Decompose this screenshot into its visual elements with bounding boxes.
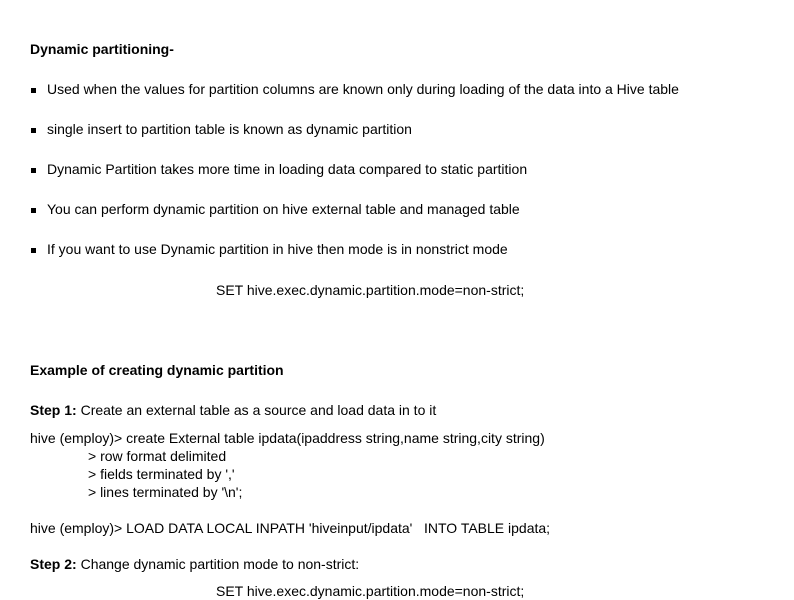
bullet-marker: [31, 168, 36, 173]
bullet-item: single insert to partition table is known as dynamic partition: [47, 121, 412, 137]
bullet-item: If you want to use Dynamic partition in hive then mode is in nonstrict mode: [47, 241, 508, 257]
step-2-text: Change dynamic partition mode to non-strict:: [76, 556, 360, 572]
step-2: [30, 555, 359, 573]
step-1-text: Create an external table as a source and load data in to it: [76, 402, 437, 418]
step-1-label: Step 1:: [30, 402, 77, 418]
bullet-marker: [31, 88, 36, 93]
set-command-2: SET hive.exec.dynamic.partition.mode=non-strict;: [216, 583, 525, 599]
bullet-item: You can perform dynamic partition on hive external table and managed table: [47, 201, 520, 217]
step-1: [30, 401, 436, 419]
step-2-label: Step 2:: [30, 556, 77, 572]
code-line: hive (employ)> create External table ipdata(ipaddress string,name string,city string): [30, 430, 545, 446]
bullet-item: Used when the values for partition columns are known only during loading of the data into a Hive table: [47, 81, 679, 97]
bullet-marker: [31, 208, 36, 213]
bullet-marker: [31, 248, 36, 253]
code-line-load-data: hive (employ)> LOAD DATA LOCAL INPATH 'hiveinput/ipdata' INTO TABLE ipdata;: [30, 520, 551, 536]
code-line: > lines terminated by '\n';: [88, 484, 243, 500]
bullet-item: Dynamic Partition takes more time in loading data compared to static partition: [47, 161, 528, 177]
bullet-marker: [31, 128, 36, 133]
set-command: SET hive.exec.dynamic.partition.mode=non-strict;: [216, 282, 525, 298]
section-heading-dynamic-partitioning: Dynamic partitioning-: [30, 41, 174, 57]
section-heading-example: Example of creating dynamic partition: [30, 362, 284, 378]
code-line: > fields terminated by ',': [88, 466, 235, 482]
code-line: > row format delimited: [88, 448, 227, 464]
